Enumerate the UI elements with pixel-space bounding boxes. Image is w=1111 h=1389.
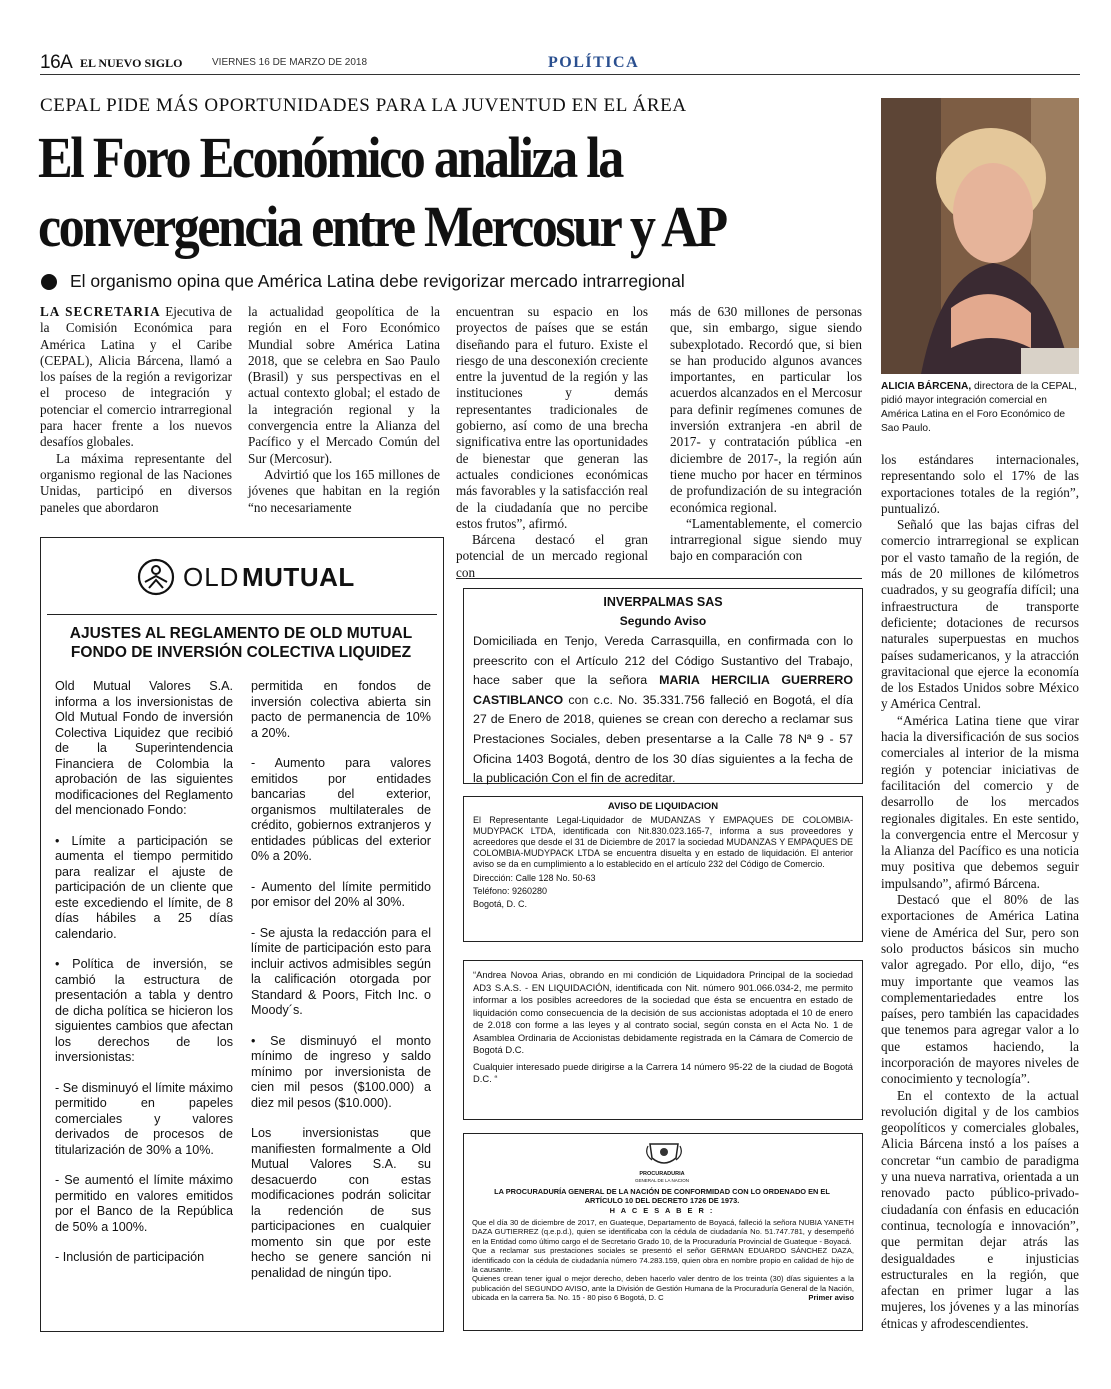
inverpalmas-notice (463, 588, 863, 784)
paragraph: Advirtió que los 165 millones de jóvenes que habitan en la región “no necesariamente (248, 466, 440, 515)
notice-paragraph: Que a reclamar sus prestaciones sociales se presentó el señor GERMAN EDUARDO SÁNCHEZ DAZA, identificado con la cédula de ciudadanía número 74.283.159, quien obra en nombre propio en calidad de hijo de la causante. (472, 1246, 854, 1275)
ad-paragraph: - Aumento para valores emitidos por entidades bancarias del exterior, organismos multilaterales de crédito, gobiernos extranjeros y entidades públicas del exterior 0% a 20%. (251, 756, 431, 863)
lead-in: LA SECRETARIA (40, 304, 161, 319)
portrait-illustration (881, 98, 1079, 374)
paragraph: los estándares internacionales, representando solo el 17% de las exportaciones totales de la región”, puntualizó. (881, 452, 1079, 516)
paragraph: Destacó que el 80% de las exportaciones de América Latina viene de América del Sur, pero son solo productos básicos sin mucho valor agregado. Por ello, dijo, “es muy importante que veamos las complementariedades entre los países, pero también las capacidades que tenemos para agregar valor a lo que estamos haciendo, la incorporación de mayores niveles de conocimiento y tecnología”. (881, 892, 1079, 1087)
article-column-1 (40, 304, 232, 516)
deck-bullet (41, 274, 57, 290)
notice-heading-line-2: ARTÍCULO 10 DEL DECRETO 1726 DE 1973. (584, 1196, 740, 1206)
kicker: CEPAL PIDE MÁS OPORTUNIDADES PARA LA JUVENTUD EN EL ÁREA (40, 95, 687, 116)
caption-text: directora de la CEPAL, pidió mayor integración comercial en América Latina en el Foro Económico de Sao Paulo. (881, 381, 1077, 434)
article-column-4 (670, 304, 862, 565)
notice-heading-line-3: H A C E S A B E R : (609, 1205, 715, 1215)
ad-paragraph: Los inversionistas que manifiesten formalmente a Old Mutual Valores S.A. su desacuerdo con estas modificaciones podrán solicitar la redención de sus participaciones en cualquier momento sin que por este hecho se genere sanción ni penalidad de ningún tipo. (251, 1126, 431, 1280)
headline-line-1: El Foro Económico analiza la (38, 125, 622, 190)
notice-subtitle: Segundo Aviso (619, 614, 707, 628)
ad-paragraph: • Límite a participación se aumenta el tiempo permitido para realizar el ajuste de participación de un cliente que este excediendo el límite, de 8 días hábiles a 25 días calendario. (55, 833, 233, 941)
photo-alicia-barcena (881, 98, 1079, 374)
paragraph: En el contexto de la actual revolución digital y de los cambios geopolíticos y comerciales globales, Alicia Bárcena instó a los países a concretar “un cambio de paradigma y una nueva narrativa, orientada a un renovado pacto público-privado-ciudadanía con énfasis en educación continua, tecnología e innovación”, que permitan dejar atrás las desigualdades e injusticias estructurales en la región, que afectan en primer lugar a las mujeres, los jóvenes y a las minorías étnicas y afrodescendientes. (881, 1087, 1079, 1331)
paragraph (40, 304, 232, 451)
ad-paragraph: • Se disminuyó el monto mínimo de ingreso y saldo mínimo por inversionista de cien mil pesos ($100.000) a diez mil pesos ($10.000). (251, 1033, 431, 1110)
caption-name: ALICIA BÁRCENA, (881, 381, 972, 392)
logo-mutual: MUTUAL (242, 562, 355, 592)
ad-paragraph: permitida en fondos de inversión colectiva abierta sin pacto de permanencia de 10% a 20%. (251, 679, 431, 740)
notice-heading-line-1: LA PROCURADURÍA GENERAL DE LA NACIÓN DE CONFORMIDAD CON LO ORDENADO EN EL (494, 1187, 830, 1196)
page-number: 16A (40, 52, 73, 73)
ad-title (41, 624, 441, 662)
ad-paragraph: - Se disminuyó el límite máximo permitido en papeles comerciales y valores derivados de procesos de titularización de 30% a 10%. (55, 1080, 233, 1157)
ad-paragraph: • Política de inversión, se cambió la estructura de presentación a tabla y dentro de dicha política se hicieron los siguientes cambios que afectan los derechos de los inversionistas: (55, 957, 233, 1064)
ad3-notice (463, 960, 863, 1120)
ad-paragraph: - Se aumentó el límite máximo permitido en valores emitidos por el Banco de la República de 50% a 100%. (55, 1173, 233, 1234)
seal-text-2: GENERAL DE LA NACION (634, 1178, 690, 1183)
notice-text: Domiciliada en Tenjo, Vereda Carrasquilla, en confirmada con lo preescrito con el Artículo 212 del Código Sustantivo del Trabajo, hace saber que la señora (473, 634, 853, 688)
ad-title-line-1: AJUSTES AL REGLAMENTO DE OLD MUTUAL (69, 625, 413, 642)
notice-paragraph-text: Quienes crean tener igual o mejor derecho, deben hacerlo valer dentro de los treinta (30) días siguientes a la publicación del SEGUNDO AVISO, ante la División de Gestión Humana de la Procuraduría General de la Nación, ubicada en la carrera 5a. No. 15 - 80 piso 6 Bogotá, D. C (472, 1274, 854, 1303)
notice-paragraph (472, 1274, 854, 1302)
paragraph: “Lamentablemente, el comercio intrarregional sigue siendo muy bajo en comparación con (670, 515, 862, 564)
article-column-5 (881, 452, 1079, 1332)
section-name: POLÍTICA (548, 54, 640, 71)
ad-paragraph: - Inclusión de participación (55, 1250, 205, 1264)
ad-paragraph: - Se ajusta la redacción para el límite de participación esto para incluir activos admisibles según la calificación otorgada por Standard & Poors, Fitch Inc. o Moody´s. (251, 925, 431, 1017)
seal-text-1: PROCURADURIA (639, 1171, 685, 1177)
ad-paragraph: Old Mutual Valores S.A. informa a los inversionistas de Old Mutual Fondo de inversión Colectiva Liquidez que recibió de la Superintendencia Financiera de Colombia la aprobación de las siguientes modificaciones del Reglamento del mencionado Fondo: (55, 679, 233, 817)
notice-title: INVERPALMAS SAS (603, 595, 723, 609)
ad-left-column (55, 679, 233, 1281)
logo-rule (47, 614, 437, 615)
paragraph-text: Ejecutiva de la Comisión Económica para América Latina y el Caribe (CEPAL), Alicia Bárcena, llamó a los países de la región a revigorizar el proceso de integración y potenciar el comercio intrarregional para hacer frente a los nuevos desafíos globales. (40, 304, 232, 450)
paper-name: EL NUEVO SIGLO (80, 56, 183, 70)
ad-paragraph: - Aumento del límite permitido por emisor del 20% al 30%. (251, 879, 431, 909)
old-mutual-emblem-icon (137, 558, 175, 596)
notice-address: Dirección: Calle 128 No. 50-63 (473, 873, 596, 883)
notice-heading (464, 1187, 860, 1215)
paragraph: “América Latina tiene que virar hacia la diversificación de sus socios comerciales al interior de la misma región y potenciar iniciativas de facilitación del comercio y de desarrollo de los mercados regionales digitales. En este sentido, la convergencia entre el Mercosur y la Alianza del Pacífico es una noticia muy positiva que debemos seguir impulsando”, afirmó Bárcena. (881, 712, 1079, 891)
notice-edition: Primer aviso (808, 1293, 854, 1303)
notice-title: AVISO DE LIQUIDACION (607, 801, 719, 812)
liquidation-notice (463, 796, 863, 942)
notice-body: “Andrea Novoa Arias, obrando en mi condición de Liquidadora Principal de la sociedad AD3 S.A.S. - EN LIQUIDACIÓN, identificada con Nit. número 901.066.034-2, me permito informar a los posibles acreedores de la sociedad que ésta se encuentra en estado de liquidación como consecuencia de la decisión de sus accionistas adoptada el 10 de enero de 2.018 con forme a las leyes y al contrato social, según consta en el Acta No. 1 de Asamblea Ordinaria de Accionistas debidamente registrada en la Cámara de Comercio de Bogotá D.C. (473, 969, 853, 1055)
paragraph: más de 630 millones de personas que, sin embargo, sigue siendo subexplotado. Recordó que, si bien se han producido algunos avances importantes, en particular los acuerdos alcanzados en el Mercosur para definir regímenes comunes de inversión extranjera -en abril de 2017- y contratación pública -en diciembre de 2017-, la región aún tiene mucho por hacer en términos de profundización de su integración económica regional. (670, 304, 862, 515)
article-column-2 (248, 304, 440, 516)
paragraph: Señaló que las bajas cifras del comercio intrarregional se explican por el vasto tamaño de la región, de más de 20 millones de kilómetros cuadrados, y su geografía difícil; una infraestructura de transporte deficiente; dotaciones de recursos naturales superpuestas en muchos países sudamericanos, y la atracción gravitacional que ejerce la economía de los Estados Unidos sobre México y América Central. (881, 517, 1079, 712)
paragraph: La máxima representante del organismo regional de las Naciones Unidas, participó en diversos paneles que abordaron (40, 450, 232, 515)
notice-body-2: Cualquier interesado puede dirigirse a la Carrera 14 número 95-22 de la ciudad de Bogotá D.C. “ (473, 1060, 853, 1084)
article-column-3 (456, 304, 648, 581)
ad-title-line-2: FONDO DE INVERSIÓN COLECTIVA LIQUIDEZ (70, 644, 412, 661)
deck: El organismo opina que América Latina debe revigorizar mercado intrarregional (70, 271, 685, 291)
notice-city: Bogotá, D. C. (473, 899, 528, 909)
notice-paragraph: Que el día 30 de diciembre de 2017, en Guateque, Departamento de Boyacá, falleció la señora NUBIA YANETH DAZA GUTIERREZ (q.e.p.d.), quien se identificaba con la cédula de ciudadanía No. 51.747.781, y desempeñó en la Entidad como último cargo el de Secretario Grado 10, de la Procuraduría Provincial de Guateque - Boyacá. (472, 1218, 854, 1246)
photo-caption (881, 380, 1079, 436)
paragraph: Bárcena destacó el gran potencial de un mercado regional con (456, 532, 648, 580)
paragraph: encuentran su espacio en los proyectos de países que se están diseñando para el futuro. Existe el riesgo de una desconexión creciente entre la juventud de la región y las instituciones y demás representantes tradicionales de gobierno, así como de una brecha significativa entre las oportunidades de bienestar que generan las actuales condiciones económicas más favorables y la satisfacción real de la ciudadanía que no percibe estos frutos”, afirmó. (456, 304, 648, 531)
old-mutual-ad (40, 537, 444, 1332)
header-rule (40, 74, 1080, 75)
logo-old: OLD (183, 562, 240, 592)
issue-date: VIERNES 16 DE MARZO DE 2018 (212, 57, 368, 68)
notices-top-rule (456, 578, 862, 579)
notice-body (472, 1218, 854, 1303)
paragraph: la actualidad geopolítica de la región en el Foro Económico Mundial sobre América Latina 2018, que se celebra en Sao Paulo (Brasil) y sus perspectivas en el actual contexto global; el estado de la integración regional y la convergencia entre la Alianza del Pacífico y el Mercado Común del Sur (Mercosur). (248, 304, 440, 466)
headline-line-2: convergencia entre Mercosur y AP (38, 194, 726, 259)
notice-phone: Teléfono: 9260280 (473, 886, 548, 896)
notice-body (464, 628, 862, 789)
ad-right-column (251, 679, 431, 1296)
notice-name: MARIA HERCILIA GUERRERO CASTIBLANCO (473, 673, 854, 707)
page-header (40, 50, 1080, 76)
procuraduria-notice (463, 1133, 863, 1331)
notice-text: con c.c. No. 35.331.756 falleció en Bogotá, el día 27 de Enero de 2018, quienes se crean con derecho a reclamar sus Prestaciones Sociales, deben presentarse a la Calle 78 Nª 9 - 57 Oficina 1403 Bogotá, dentro de los 30 días siguientes a la fecha de la publicación Con el fin de acreditar. (473, 692, 853, 786)
coat-of-arms-icon (646, 1140, 682, 1170)
notice-body: El Representante Legal-Liquidador de MUDANZAS Y EMPAQUES DE COLOMBIA-MUDYPACK LTDA, identificada con Nit.830.023.165-7, informa a sus proveedores y acreedores que desde el 31 de Diciembre de 2017 la sociedad MUDANZAS Y EMPAQUES DE COLOMBIA-MUDYPACK LTDA se encuentra disuelta y en estado de liquidación. El anterior aviso se da en cumplimiento a lo establecido en el artículo 232 del Código de Comercio. (473, 815, 853, 869)
